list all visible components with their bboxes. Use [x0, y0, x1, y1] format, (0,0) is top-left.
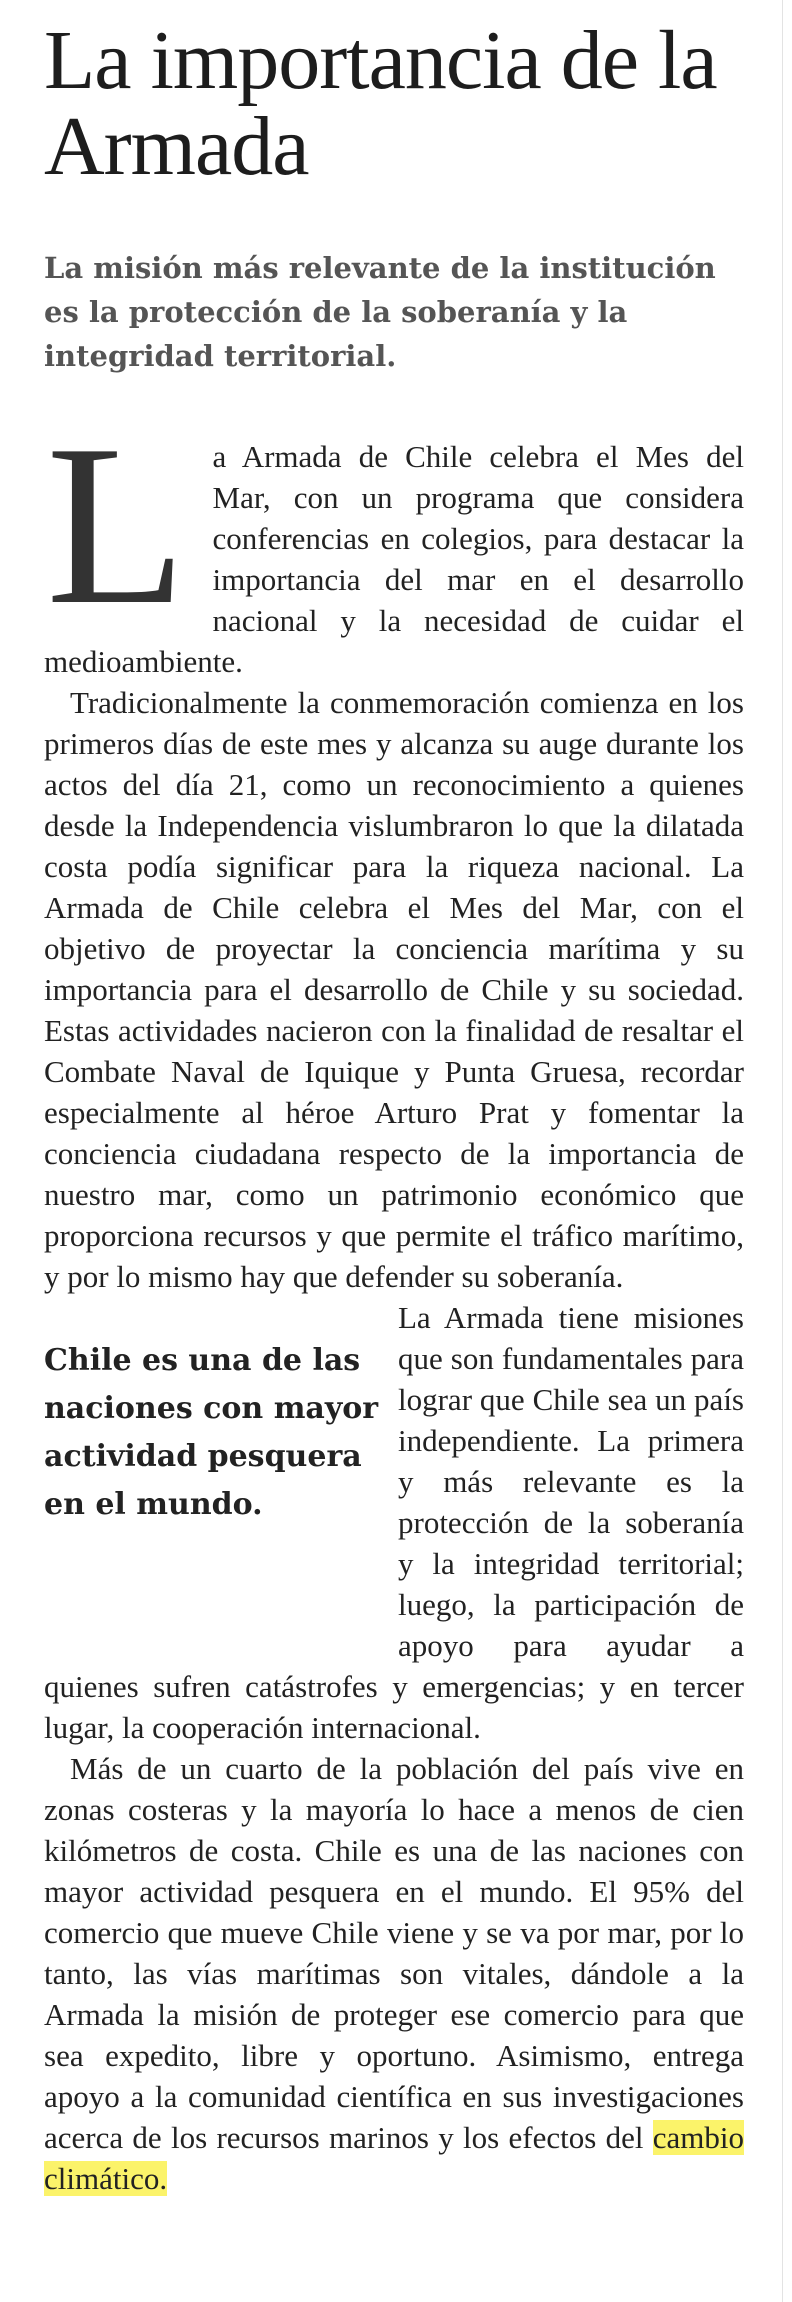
drop-cap: L	[46, 397, 187, 652]
headline: La importancia de la Armada	[44, 14, 717, 193]
paragraph-3: La Armada tiene misiones que son fundamentales para lograr que Chile sea un país independiente. La primera y más relevante es la protección de la soberanía y la integridad territorial; luego, la participación de apoyo para ayudar a quienes sufren catástrofes y emergencias; y en tercer lugar, la cooperación internacional.	[44, 1300, 744, 1745]
lead-paragraph: La misión más relevante de la institución es la protección de la soberanía y la integridad territorial.	[44, 251, 716, 373]
pull-quote: Chile es una de las naciones con mayor actividad pesquera en el mundo.	[44, 1343, 379, 1522]
article-body	[44, 397, 744, 2199]
page-edge-rule	[782, 0, 783, 2302]
paragraph-4-text: Más de un cuarto de la población del país vive en zonas costeras y la mayoría lo hace a menos de cien kilómetros de costa. Chile es una de las naciones con mayor actividad pesquera en el mundo. El 95% del comercio que mueve Chile viene y se va por mar, por lo tanto, las vías marítimas son vitales, dándole a la Armada la misión de proteger ese comercio para que sea expedito, libre y oportuno. Asimismo, entrega apoyo a la comunidad científica en sus investigaciones acerca de los recursos marinos y los efectos del	[44, 1751, 744, 2155]
highlighted-text: cambio climático.	[44, 2120, 744, 2196]
paragraph-2: Tradicionalmente la conmemoración comienza en los primeros días de este mes y alcanza su auge durante los actos del día 21, como un reconocimiento a quienes desde la Independencia vislumbraron lo que la dilatada costa podía significar para la riqueza nacional. La Armada de Chile celebra el Mes del Mar, con el objetivo de proyectar la conciencia marítima y su importancia para el desarrollo de Chile y su sociedad. Estas actividades nacieron con la finalidad de resaltar el Combate Naval de Iquique y Punta Gruesa, recordar especialmente al héroe Arturo Prat y fomentar la conciencia ciudadana respecto de la importancia de nuestro mar, como un patrimonio económico que proporciona recursos y que permite el tráfico marítimo, y por lo mismo hay que defender su soberanía.	[44, 685, 744, 1294]
paragraph-4	[44, 1748, 744, 2199]
paragraph-1-text: a Armada de Chile celebra el Mes del Mar, con un programa que considera conferencias en colegios, para destacar la importancia del mar en el desarrollo nacional y la necesidad de cuidar el medioambiente.	[44, 439, 744, 679]
paragraph-1	[44, 397, 744, 682]
